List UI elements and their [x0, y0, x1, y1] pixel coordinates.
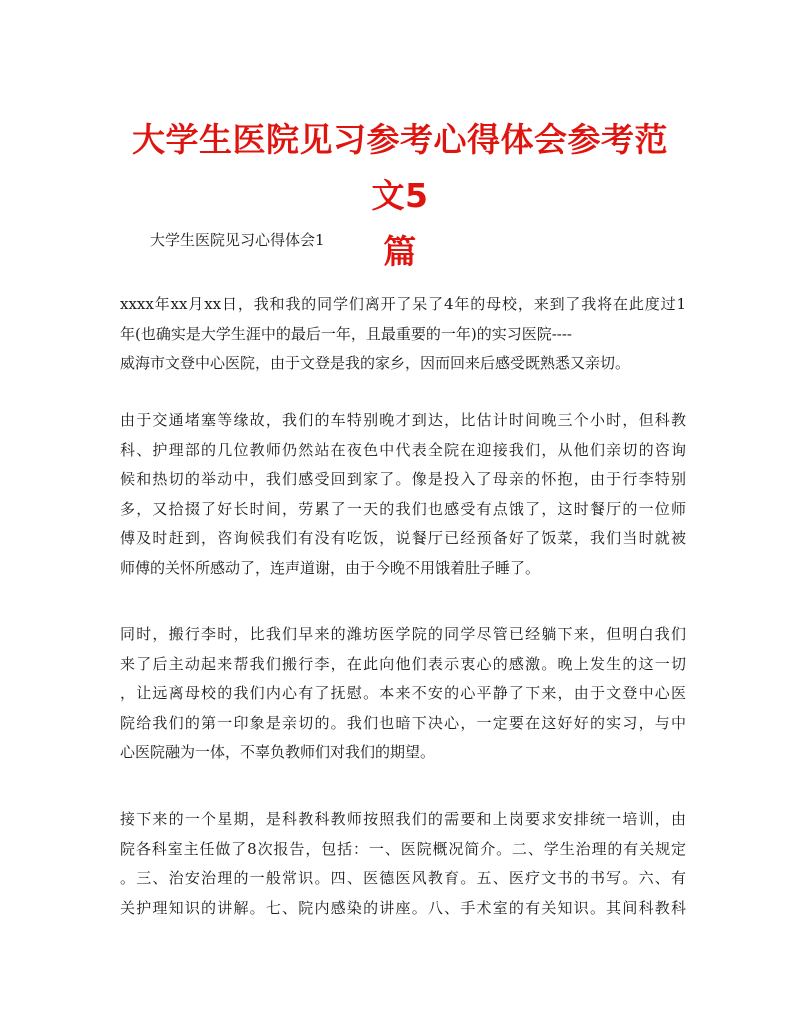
- text-line: ，让远离母校的我们内心有了抚慰。本来不安的心平静了下来，由于文登中心医: [120, 684, 686, 702]
- text-line: 年(也确实是大学生涯中的最后一年，且最重要的一年)的实习医院----: [120, 324, 572, 343]
- text-line: 科、护理部的几位教师仍然站在夜色中代表全院在迎接我们，从他们亲切的咨询: [120, 440, 686, 459]
- title-line: 大学生医院见习参考心得体会参考范文5: [132, 120, 668, 215]
- paragraph-4: [120, 805, 686, 923]
- text-line: 威海市文登中心医院，由于文登是我的家乡，因而回来后感受既熟悉又亲切。: [120, 354, 631, 372]
- text-line: 多，又拾掇了好长时间，劳累了一天的我们也感受有点饿了，这时餐厅的一位师: [120, 499, 686, 518]
- paragraph-1: [120, 290, 686, 379]
- paragraph-3: [120, 620, 686, 768]
- paragraph-2: [120, 406, 686, 583]
- text-line: 傅及时赶到，咨询候我们有没有吃饭，说餐厅已经预备好了饭菜，我们当时就被: [120, 529, 686, 547]
- section-heading: 大学生医院见习心得体会1: [150, 231, 325, 249]
- text-line: xxxx年xx月xx日，我和我的同学们离开了呆了4年的母校，来到了我将在此度过1: [120, 295, 686, 313]
- text-line: 关护理知识的讲解。七、院内感染的讲座。八、手术室的有关知识。其间科教科: [120, 898, 686, 917]
- text-line: 院给我们的第一印象是亲切的。我们也暗下决心，一定要在这好好的实习，与中: [120, 713, 686, 732]
- title-line: 篇: [383, 232, 417, 271]
- text-line: 。三、治安治理的一般常识。四、医德医风教育。五、医疗文书的书写。六、有: [120, 869, 686, 887]
- document-title: [120, 112, 680, 280]
- text-line: 院各科室主任做了8次报告，包括：一、医院概况简介。二、学生治理的有关规定: [120, 839, 686, 858]
- text-line: 接下来的一个星期，是科教科教师按照我们的需要和上岗要求安排统一培训，由: [120, 810, 686, 828]
- text-line: 师傅的关怀所感动了，连声道谢，由于今晚不用饿着肚子睡了。: [120, 558, 541, 577]
- text-line: 来了后主动起来帮我们搬行李，在此向他们表示衷心的感激。晚上发生的这一切: [120, 654, 686, 673]
- text-line: 心医院融为一体，不辜负教师们对我们的期望。: [120, 743, 436, 761]
- text-line: 候和热切的举动中，我们感受回到家了。像是投入了母亲的怀抱，由于行李特别: [120, 470, 686, 488]
- text-line: 同时，搬行李时，比我们早来的潍坊医学院的同学尽管已经躺下来，但明白我们: [120, 625, 686, 643]
- text-line: 由于交通堵塞等缘故，我们的车特别晚才到达，比估计时间晚三个小时，但科教: [120, 411, 686, 429]
